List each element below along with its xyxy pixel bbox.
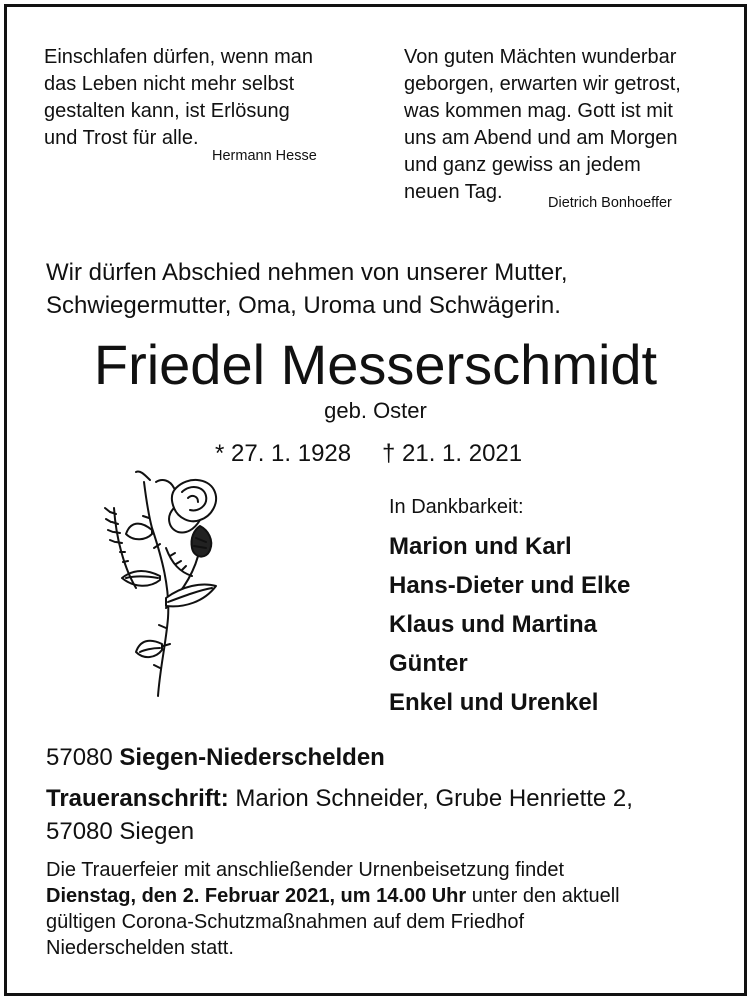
notice-line2-rest: unter den aktuell [466,885,620,907]
rose-icon [96,468,246,698]
mourner-name: Günter [389,650,468,677]
notice-date: Dienstag, den 2. Februar 2021, um 14.00 Uhr [46,885,467,907]
quote-left-line: das Leben nicht mehr selbst [44,73,295,95]
mourner-name: Hans-Dieter und Elke [389,572,631,599]
quote-right-line: was kommen mag. Gott ist mit [404,100,673,122]
deceased-name: Friedel Messerschmidt [93,333,658,396]
address-line2: 57080 Siegen [46,818,195,845]
quote-right-line: uns am Abend und am Morgen [404,127,678,149]
funeral-notice [46,857,620,961]
mourners-label: In Dankbarkeit: [389,496,524,518]
address-line1: Marion Schneider, Grube Henriette 2, [235,785,633,812]
born-name: geb. Oster [324,398,427,423]
location-place: Siegen-Niederschelden [119,744,385,771]
quote-right-line: und ganz gewiss an jedem [404,154,641,176]
quote-right-line: Von guten Mächten wunderbar [404,46,677,68]
quote-right [404,44,681,206]
intro-line: Wir dürfen Abschied nehmen von unserer Mutter, [46,259,568,286]
quote-left-line: gestalten kann, ist Erlösung [44,100,290,122]
quote-right-line: neuen Tag. [404,181,503,203]
location [46,741,385,774]
notice-line: Niederschelden statt. [46,937,234,959]
quote-right-line: geborgen, erwarten wir getrost, [404,73,681,95]
quote-left-line: Einschlafen dürfen, wenn man [44,46,314,68]
quote-right-author: Dietrich Bonhoeffer [548,195,672,211]
mourner-name: Klaus und Martina [389,611,598,638]
notice-line: gültigen Corona-Schutzmaßnahmen auf dem Friedhof [46,911,525,933]
mourner-name: Enkel und Urenkel [389,689,599,716]
quote-left-line: und Trost für alle. [44,127,199,149]
death-date: † 21. 1. 2021 [382,440,523,467]
birth-date: * 27. 1. 1928 [215,440,352,467]
notice-line: Die Trauerfeier mit anschließender Urnenbeisetzung findet [46,859,565,881]
address-label: Traueranschrift: [46,785,229,812]
quote-left [44,44,313,152]
intro-line: Schwiegermutter, Oma, Uroma und Schwägerin. [46,292,561,319]
mourner-name: Marion und Karl [389,533,572,560]
mourning-address [46,782,633,848]
location-zip: 57080 [46,744,113,771]
intro-text [46,256,568,322]
quote-left-author: Hermann Hesse [212,148,317,164]
